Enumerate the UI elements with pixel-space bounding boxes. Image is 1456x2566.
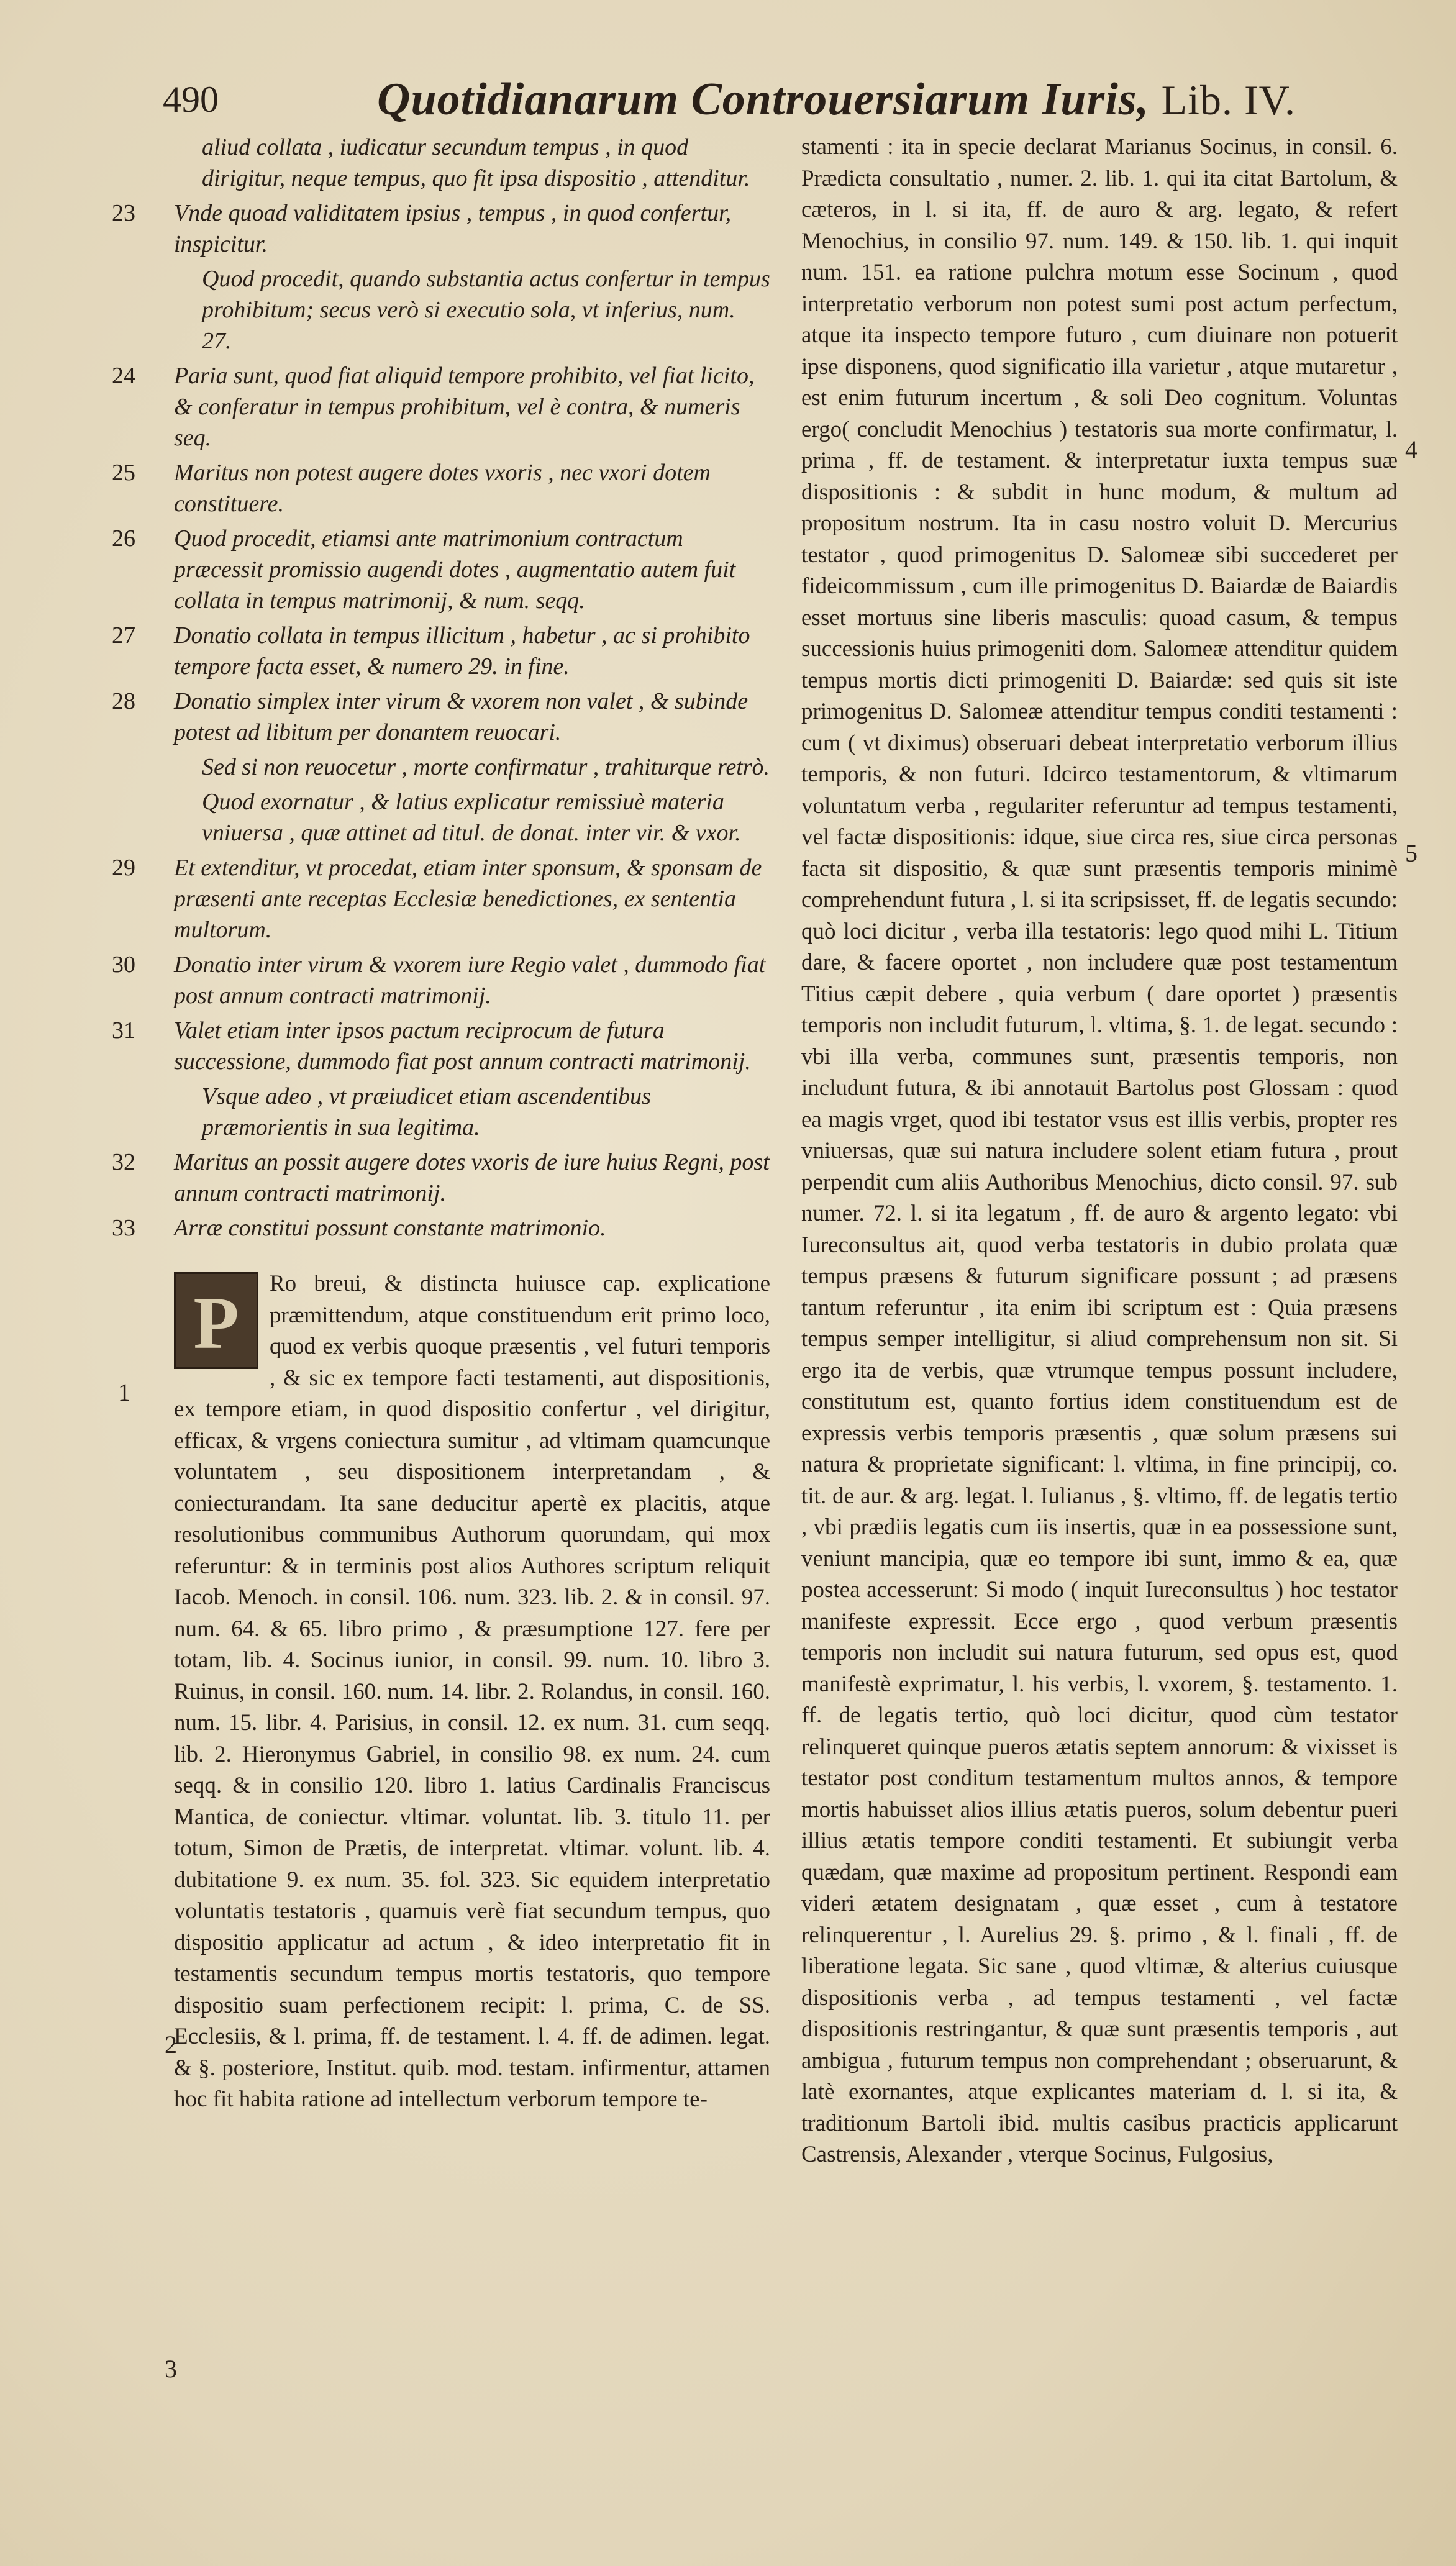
- margin-number-2: 2: [165, 2031, 177, 2059]
- running-book: Lib. IV.: [1161, 76, 1296, 124]
- summary-item: aliud collata , iudicatur secundum tempus , in quod dirigitur, neque tempus, quo fit ipsa dispositio , attenditur.: [202, 134, 750, 191]
- summary-item: Vsque adeo , vt præiudicet etiam ascendentibus præmorientis in sua legitima.: [202, 1083, 651, 1140]
- summary-item: 27 Donatio collata in tempus illicitum , habetur , ac si prohibito tempore facta esset, & numero 29. in fine.: [112, 622, 750, 680]
- summary-item: Quod procedit, quando substantia actus confertur in tempus prohibitum; secus verò si executio sola, vt inferius, num. 27.: [202, 266, 770, 354]
- running-title: [377, 73, 1296, 126]
- right-column: [801, 132, 1398, 2171]
- summary-item: 24 Paria sunt, quod fiat aliquid tempore prohibito, vel fiat licito, & conferatur in tempus prohibitum, vel è contra, & numeris seq.: [112, 363, 755, 451]
- summary-item: 31 Valet etiam inter ipsos pactum reciprocum de futura successione, dummodo fiat post annum contracti matrimonij.: [112, 1017, 751, 1075]
- margin-number-5: 5: [1405, 839, 1417, 867]
- margin-number-1: 1: [118, 1378, 130, 1406]
- body-paragraph: Ro breui, & distincta huiusce cap. explicatione præmittendum, atque constituendum erit primo loco, quod ex verbis quoque præsentis , vel futuri temporis , & sic ex tempore facti testamenti, aut dispositionis, ex tempore etiam, in quod dispositio confertur , vel dirigitur, efficax, & vrgens coniectura sumitur , ad vltimam quamcunque voluntatem , seu dispositionem interpretandam , & coniecturandam. Ita sane deducitur apertè ex placitis, atque resolutionibus communibus Authorum quorundam, qui mox referuntur: & in terminis post alios Authores scriptum reliquit Iacob. Menoch. in consil. 106. num. 323. lib. 2. & in consil. 97. num. 64. & 65. libro primo , & præsumptione 127. fere per totam, lib. 4. Socinus iunior, in consil. 99. num. 10. libro 3. Ruinus, in consil. 160. num. 14. libr. 2. Rolandus, in consil. 160. num. 15. libr. 4. Parisius, in consil. 12. ex num. 31. cum seqq. lib. 2. Hieronymus Gabriel, in consilio 98. ex num. 24. cum seqq. & in consilio 120. libro 1. latius Cardinalis Franciscus Mantica, de coniectur. vltimar. voluntat. lib. 3. titulo 11. per totum, Simon de Prætis, de interpretat. vltimar. volunt. lib. 4. dubitatione 9. ex num. 35. fol. 323. Sic equidem interpretatio voluntatis testatoris , quamuis verè fiat secundum tempus, quo dispositio applicatur ad actum , & ideo interpretatio fit in testamentis secundum tempus mortis testatoris, quo tempore dispositio suam perfectionem recipit: l. prima, C. de SS. Ecclesiis, & l. prima, ff. de testament. l. 4. ff. de adimen. legat. & §. posteriore, Institut. quib. mod. testam. infirmentur, attamen hoc fit habita ratione ad intellectum verborum tempore te-: [174, 1271, 770, 2112]
- summary-item: 23 Vnde quoad validitatem ipsius , tempus , in quod confertur, inspicitur.: [112, 200, 732, 257]
- summary-item: 25 Maritus non potest augere dotes vxoris , nec vxori dotem constituere.: [112, 460, 711, 517]
- body-paragraph-right: stamenti : ita in specie declarat Marianus Socinus, in consil. 6. Prædicta consultatio , numer. 2. lib. 1. qui ita citat Bartolum, & cæteros, in l. si ita, ff. de auro & arg. legato, & refert Menochius, in consilio 97. num. 149. & 150. lib. 1. qui inquit num. 151. ea ratione pulchra motum esse Socinum , quod interpretatio verborum non potest sumi post actum perfectum, atque ita inspecto tempore futuro , cum diuinare non potuerit ipse disponens, quod significatio illa varietur , atque mutaretur , est enim futurum incertum , & soli Deo cognitum. Voluntas ergo( concludit Menochius ) testatoris sua morte confirmatur, l. prima , ff. de testament. & interpretatur iuxta tempus suæ dispositionis : & subdit in hunc modum, & multum ad propositum nostrum. Ita in casu nostro voluit D. Mercurius testator , quod primogenitus D. Salomeæ sibi succederet per fideicommissum , cum ille primogenitus D. Baiardæ de Baiardis esset mortuus sine liberis masculis: quoad casum, & tempus successionis huius primogeniti dom. Salomeæ attenditur quidem tempus mortis dicti primogeniti D. Baiardæ: sed quis sit iste primogenitus D. Salomeæ attenditur tempus conditi testamenti : cum ( vt diximus) obseruari debeat interpretatio verborum illius temporis, & non futuri. Idcirco testamentorum, & vltimarum voluntatum verba , regulariter referuntur ad tempus testamenti, vel factæ dispositionis: idque, siue circa res, siue circa personas facta sit dispositio, & quæ sunt præsentis temporis minimè comprehendunt futura , l. si ita scripsisset, ff. de legatis secundo: quò loci dicitur , verba illa testatoris: lego quod mihi L. Titium dare, & facere oportet , non includere quæ post testamentum Titius cæpit debere , quia verbum ( dare oportet ) præsentis temporis non includit futurum, l. vltima, §. 1. de legat. secundo : vbi illa verba, communes sunt, præsentis temporis, non includunt futura, & ibi annotauit Bartolus post Glossam : quod ea magis vrget, quod ibi testator vsus est illis verbis, propter res vniuersas, quæ sui natura includere solent etiam futura , prout perpendit cum aliis Authoribus Menochius, dicto consil. 97. sub numer. 72. l. si ita legatum , ff. de auro & argento legato: vbi Iureconsultus ait, quod verba testatoris in dubio prolata quæ tempus præsens & futurum significare possunt ; ad præsens tantum referuntur , ita enim ibi scriptum est : Quia præsens tempus semper intelligitur, si aliud comprehensum non sit. Si ergo ita de verbis, quæ vtrumque tempus possunt includere, constitutum est, quanto fortius idem constituendum est de expressis verbis temporis præsentis , quæ solum præsens sui natura & proprietate significant: l. vltima, in fine principij, co. tit. de aur. & arg. legat. l. Iulianus , §. vltimo, ff. de legatis tertio , vbi prædiis legatis cum iis insertis, quæ in ea possessione sunt, veniunt mancipia, quæ eo tempore ibi sunt, immo & ea, quæ postea accesserunt: Si modo ( inquit Iureconsultus ) hoc testator manifeste expressit. Ecce ergo , quod verbum præsentis temporis non includit sui natura futurum, sed opus est, quod manifestè exprimatur, l. his verbis, l. vxorem, §. testamento. 1. ff. de legatis tertio, quò loci dicitur, quod cùm testator relinqueret quinque pueros ætatis septem annorum: & vixisset is testator post conditum testamentum multos annos, & tempore mortis habuisset alios illius ætatis pueros, solum debentur pueri illius ætatis tempore conditi testamenti. Et subiungit verba quædam, quæ maxime ad propositum pertinent. Respondi eam videri ætatem designatam , quæ esset , cum à testatore relinquerentur , l. Aurelius 29. §. primo , & l. finali , ff. de liberatione legata. Sic sane , quod vltimæ, & alterius cuiusque dispositionis verba , ad tempus testamenti , vel factæ dispositionis restringantur, & quæ sunt præsentis temporis , aut ambigua , futurum tempus non comprehendant ; obseruarunt, & latè exornantes, atque explicantes materiam d. l. si ita, & traditionum Bartoli ibid. multis casibus practicis applicarunt Castrensis, Alexander , vterque Socinus, Fulgosius,: [801, 134, 1398, 2167]
- dropcap-letter: P: [193, 1281, 239, 1364]
- page-header: [163, 73, 1399, 129]
- summary-item: 32 Maritus an possit augere dotes vxoris de iure huius Regni, post annum contracti matrimonij.: [112, 1149, 770, 1206]
- chapter-body-left: [124, 1268, 770, 2116]
- left-column: [112, 132, 770, 2116]
- summary-item: 33 Arræ constitui possunt constante matrimonio.: [112, 1215, 606, 1241]
- summary-item: 28 Donatio simplex inter virum & vxorem non valet , & subinde potest ad libitum per donantem reuocari.: [112, 688, 748, 745]
- summary-item: Quod exornatur , & latius explicatur remissiuè materia vniuersa , quæ attinet ad titul. de donat. inter vir. & vxor.: [202, 789, 741, 846]
- margin-number-4: 4: [1405, 435, 1417, 463]
- summary-item: 29 Et extenditur, vt procedat, etiam inter sponsum, & sponsam de præsenti ante receptas Ecclesiæ benedictiones, ex sententia multorum.: [112, 855, 762, 943]
- summary-item: 26 Quod procedit, etiamsi ante matrimonium contractum præcessit promissio augendi dotes , augmentatio autem fuit collata in tempus matrimonij, & num. seqq.: [112, 525, 736, 614]
- chapter-summary: [112, 132, 770, 1244]
- running-title-text: Quotidianarum Controuersiarum Iuris,: [377, 74, 1150, 125]
- summary-item: 30 Donatio inter virum & vxorem iure Regio valet , dummodo fiat post annum contracti matrimonij.: [112, 952, 766, 1009]
- margin-number-3: 3: [165, 2355, 177, 2383]
- page-number: 490: [163, 79, 219, 120]
- dropcap-ornament: [174, 1272, 258, 1369]
- summary-item: Sed si non reuocetur , morte confirmatur , trahiturque retrò.: [202, 754, 770, 780]
